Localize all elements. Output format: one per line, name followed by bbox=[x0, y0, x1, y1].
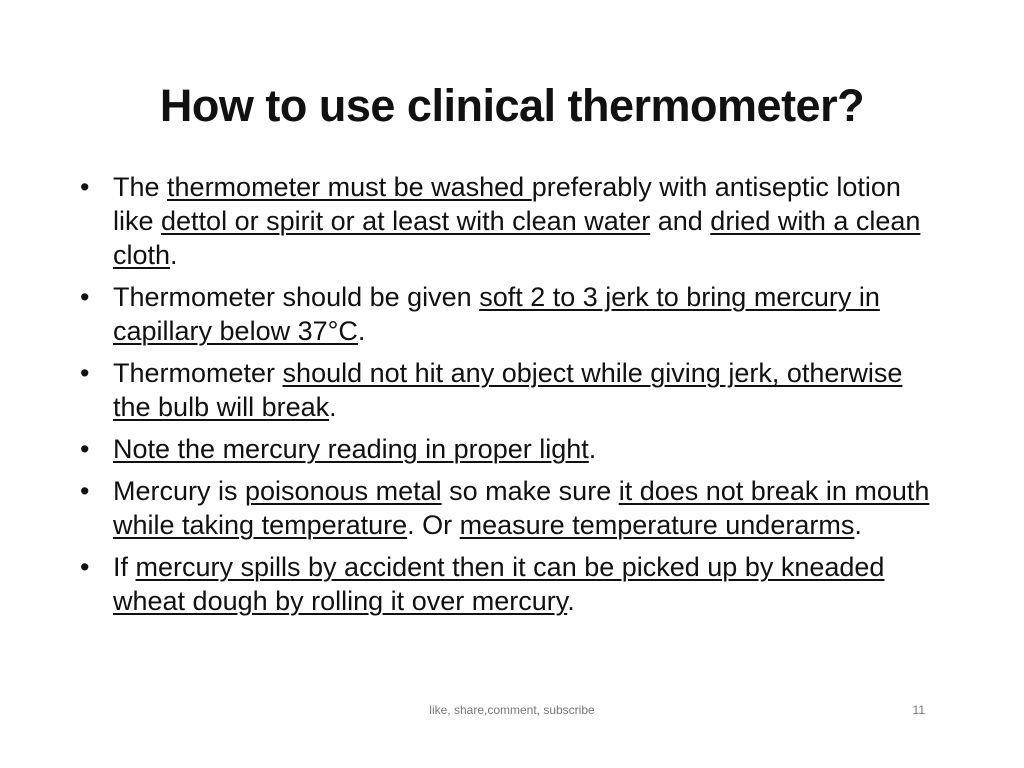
segment: . bbox=[329, 392, 337, 422]
segment: Thermometer should be given bbox=[113, 282, 480, 312]
segment: . bbox=[854, 510, 862, 540]
segment: Mercury is bbox=[113, 476, 246, 506]
segment: The bbox=[113, 172, 168, 202]
segment-underlined: soft 2 to 3 jerk to bring mercury in capillary below 37°C bbox=[113, 282, 880, 346]
bullet-list bbox=[80, 170, 930, 626]
segment: so make sure bbox=[441, 476, 619, 506]
segment: preferably with antiseptic lotion like bbox=[113, 172, 901, 236]
bullet-item bbox=[80, 170, 930, 272]
segment-underlined: should not hit any object while giving jerk, otherwise the bulb will break bbox=[113, 358, 903, 422]
segment-underlined: thermometer must be washed bbox=[167, 172, 532, 202]
bullet-dot: • bbox=[80, 172, 90, 202]
segment-underlined: it does not break in mouth while taking temperature bbox=[113, 476, 930, 540]
segment: . bbox=[170, 240, 178, 270]
segment: If bbox=[113, 552, 136, 582]
segment: . Or bbox=[407, 510, 460, 540]
segment-underlined: dettol or spirit or at least with clean water bbox=[161, 206, 651, 236]
bullet-dot: • bbox=[80, 358, 90, 388]
segment-underlined: poisonous metal bbox=[245, 476, 442, 506]
bullet-dot: • bbox=[80, 476, 90, 506]
segment: . bbox=[567, 586, 575, 616]
bullet-dot: • bbox=[80, 434, 90, 464]
page-number: 11 bbox=[912, 703, 925, 717]
footer-text: like, share,comment, subscribe bbox=[429, 703, 595, 717]
segment-underlined: mercury spills by accident then it can be picked up by kneaded wheat dough by rolling it over mercury bbox=[113, 552, 885, 616]
segment-underlined: measure temperature underarms bbox=[459, 510, 855, 540]
bullet-dot: • bbox=[80, 282, 90, 312]
segment-underlined: Note the mercury reading in proper light bbox=[113, 434, 589, 464]
bullet-item bbox=[80, 356, 930, 424]
bullet-dot: • bbox=[80, 552, 90, 582]
bullet-item bbox=[80, 432, 930, 466]
segment: . bbox=[357, 316, 366, 346]
slide-title: How to use clinical thermometer? bbox=[159, 80, 865, 131]
bullet-item bbox=[80, 550, 930, 618]
segment: and bbox=[650, 206, 711, 236]
segment-underlined: dried with a clean cloth bbox=[113, 206, 921, 270]
bullet-item bbox=[80, 280, 930, 348]
segment: . bbox=[588, 434, 597, 464]
bullet-item bbox=[80, 474, 930, 542]
segment: Thermometer bbox=[113, 358, 283, 388]
